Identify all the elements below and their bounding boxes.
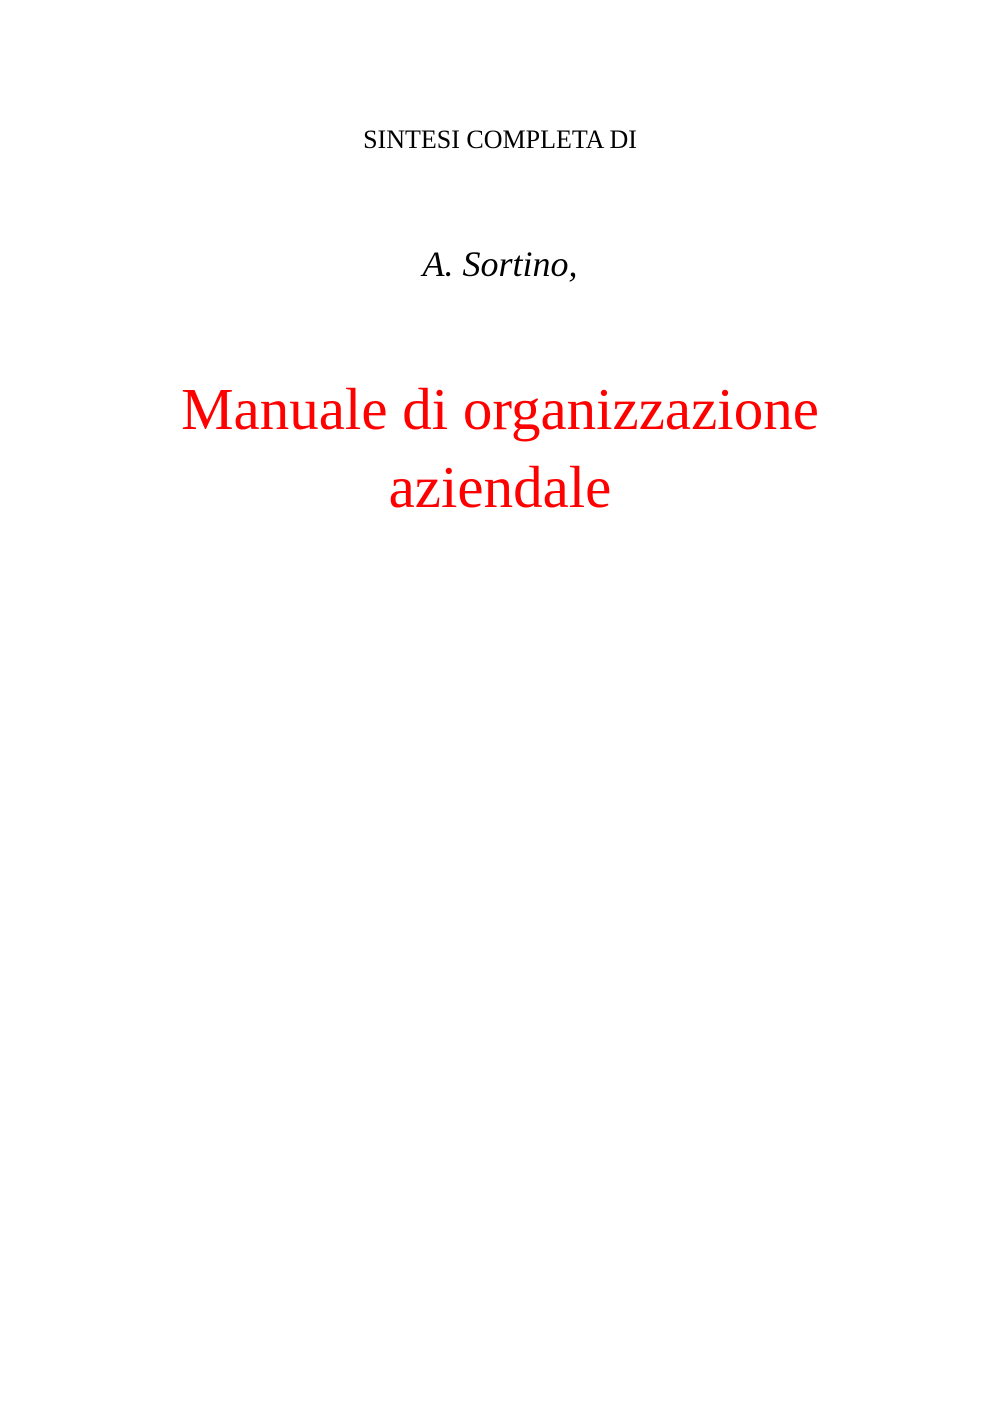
document-title	[0, 370, 1000, 526]
document-title-line-2: aziendale	[388, 454, 612, 520]
document-author: A. Sortino,	[422, 244, 578, 284]
document-title-line-1: Manuale di organizzazione	[181, 376, 819, 442]
document-kicker: SINTESI COMPLETA DI	[363, 125, 637, 154]
